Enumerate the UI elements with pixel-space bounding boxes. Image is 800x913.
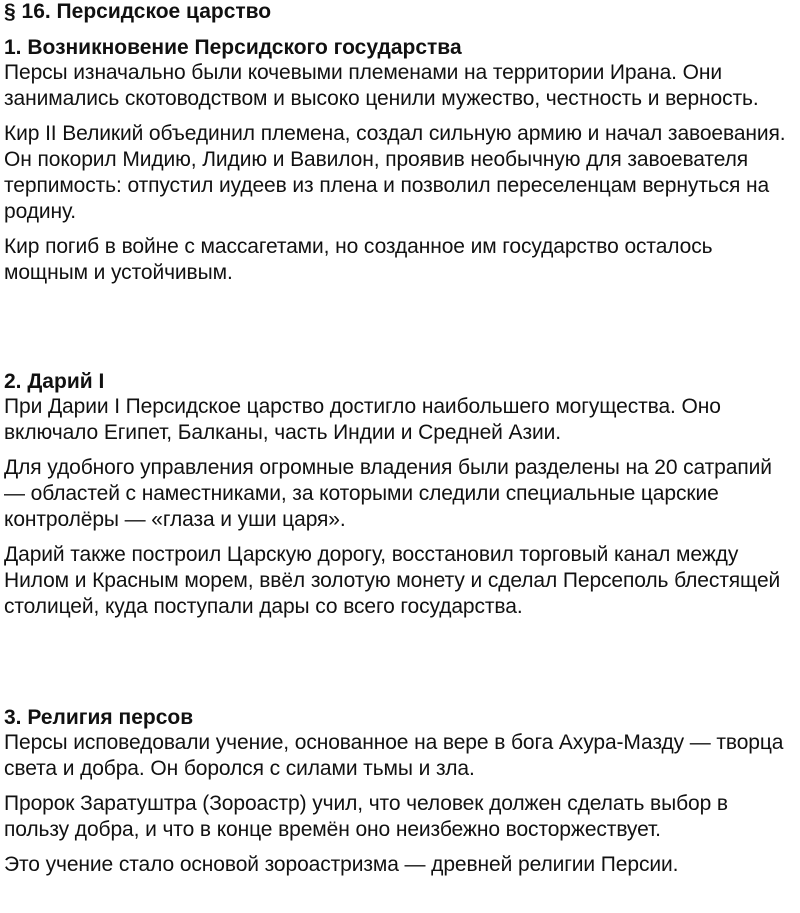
paragraph: Пророк Заратуштра (Зороастр) учил, что человек должен сделать выбор в пользу добра, и что в конце времён оно неизбежно восторжествует. — [4, 792, 728, 841]
section-heading: 3. Религия персов — [4, 706, 194, 729]
paragraph: Дарий также построил Царскую дорогу, восстановил торговый канал между Нилом и Красным морем, ввёл золотую монету и сделал Персеполь блестящей столицей, куда поступали дары со всего государства. — [4, 543, 781, 618]
section-darius — [0, 370, 800, 629]
section-origin — [0, 36, 800, 295]
paragraph: При Дарии I Персидское царство достигло наибольшего могущества. Оно включало Египет, Балканы, часть Индии и Средней Азии. — [4, 395, 721, 444]
section-religion — [0, 706, 800, 887]
paragraph: Кир погиб в войне с массагетами, но созданное им государство осталось мощным и устойчивым. — [4, 235, 713, 284]
section-heading: 2. Дарий I — [4, 370, 105, 393]
section-heading: 1. Возникновение Персидского государства — [4, 36, 462, 59]
paragraph: Кир II Великий объединил племена, создал сильную армию и начал завоевания. Он покорил Мидию, Лидию и Вавилон, проявив необычную для завоевателя терпимость: отпустил иудеев из плена и позволил переселенцам вернуться на родину. — [4, 122, 786, 223]
paragraph: Это учение стало основой зороастризма — древней религии Персии. — [4, 853, 679, 876]
page-title: § 16. Персидское царство — [4, 0, 272, 23]
paragraph: Персы исповедовали учение, основанное на вере в бога Ахура-Мазду — творца света и добра. Он боролся с силами тьмы и зла. — [4, 731, 784, 780]
paragraph: Персы изначально были кочевыми племенами на территории Ирана. Они занимались скотоводством и высоко ценили мужество, честность и верность. — [4, 61, 759, 110]
paragraph: Для удобного управления огромные владения были разделены на 20 сатрапий — областей с наместниками, за которыми следили специальные царские контролёры — «глаза и уши царя». — [4, 456, 772, 531]
